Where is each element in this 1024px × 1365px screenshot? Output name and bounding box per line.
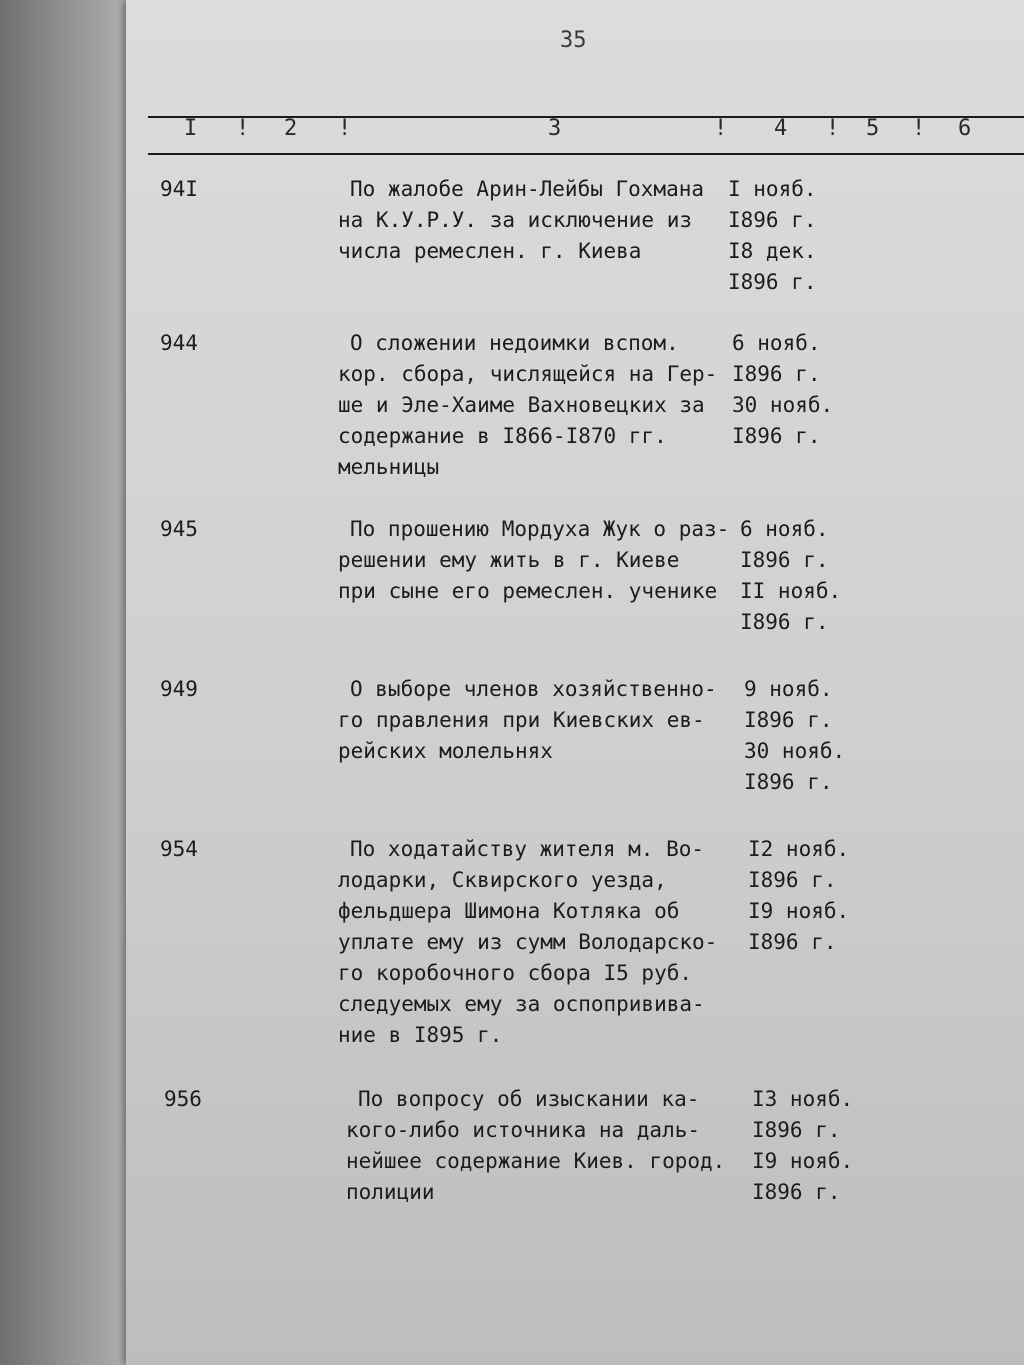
column-header-2: 2 [284, 116, 298, 141]
case-description: По вопросу об изыскании ка- кого-либо источника на даль- нейшее содержание Киев. город. полиции [346, 1087, 726, 1204]
case-dates: 9 нояб. I896 г. 30 нояб. I896 г. [744, 677, 846, 794]
case-description: О сложении недоимки вспом. кор. сбора, числящейся на Гер- ше и Эле-Хаиме Вахновецких за содержание в I866-I870 гг. мельницы [338, 331, 718, 479]
case-dates: 6 нояб. I896 г. II нояб. I896 г. [740, 517, 842, 634]
column-separator: ! [714, 116, 728, 141]
case-number: 945 [160, 517, 198, 541]
column-header-1: I [184, 116, 198, 141]
column-header-5: 5 [866, 116, 880, 141]
column-header-4: 4 [774, 116, 788, 141]
column-separator: ! [826, 116, 840, 141]
case-description: По ходатайству жителя м. Во- лодарки, Сквирского уезда, фельдшера Шимона Котляка об уплате ему из сумм Володарско- го коробочного сбора I5 руб. следуемых ему за оспопривива- ние в I895 г. [338, 837, 718, 1047]
case-description: По жалобе Арин-Лейбы Гохмана на К.У.Р.У. за исключение из числа ремеслен. г. Киева [338, 177, 705, 263]
table-header-bottom-rule [148, 153, 1024, 155]
table-header-top-rule [148, 116, 1024, 118]
case-description: О выборе членов хозяйственно- го правления при Киевских ев- рейских молельнях [338, 677, 717, 763]
column-header-3: 3 [548, 116, 562, 141]
case-number: 954 [160, 837, 198, 861]
page-number: 35 [560, 28, 587, 53]
case-number: 944 [160, 331, 198, 355]
adjacent-page-edge [0, 0, 140, 1365]
case-dates: I2 нояб. I896 г. I9 нояб. I896 г. [748, 837, 850, 954]
column-separator: ! [912, 116, 926, 141]
case-description: По прошению Мордуха Жук о раз- решении ему жить в г. Киеве при сыне его ремеслен. ученике [338, 517, 730, 603]
case-dates: 6 нояб. I896 г. 30 нояб. I896 г. [732, 331, 834, 448]
column-separator: ! [338, 116, 352, 141]
column-header-6: 6 [958, 116, 972, 141]
case-dates: I3 нояб. I896 г. I9 нояб. I896 г. [752, 1087, 854, 1204]
case-number: 94I [160, 177, 198, 201]
case-number: 956 [164, 1087, 202, 1111]
case-number: 949 [160, 677, 198, 701]
case-dates: I нояб. I896 г. I8 дек. I896 г. [728, 177, 817, 294]
column-separator: ! [236, 116, 250, 141]
